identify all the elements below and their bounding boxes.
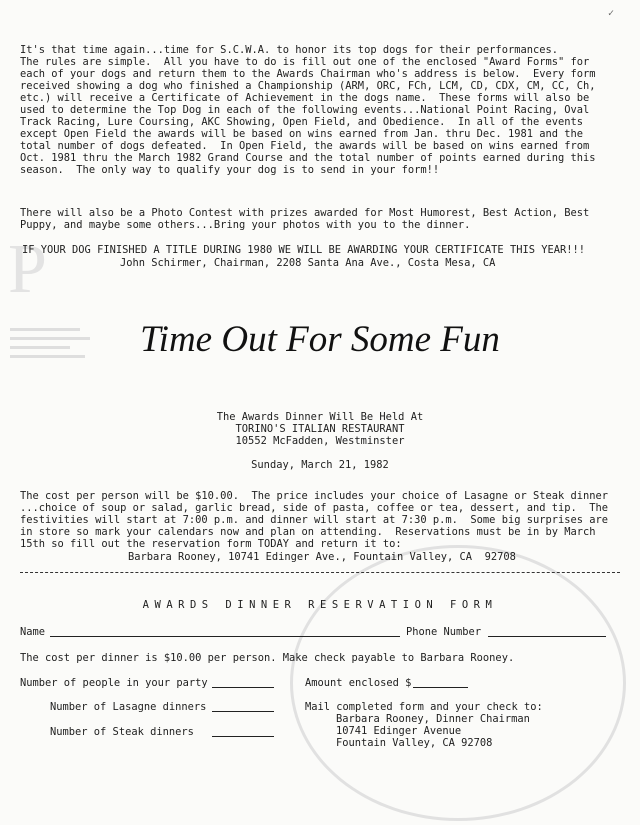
mail-name: Barbara Rooney, Dinner Chairman: [336, 713, 530, 725]
photo-contest-paragraph: There will also be a Photo Contest with prizes awarded for Most Humorest, Best Action, Best Puppy, and maybe some others...Bring your photos with you to the dinner.: [20, 207, 590, 231]
restaurant-name: TORINO'S ITALIAN RESTAURANT: [235, 423, 405, 435]
cost-paragraph: The cost per person will be $10.00. The price includes your choice of Lasagne or Steak dinner ...choice of soup or salad, garlic bread, side of pasta, coffee or tea, dessert, and tip. The festivities will start at 7:00 p.m. and dinner will start at 7:30 p.m. Some big surprises are in store so mark your calendars now and plan on attending. Reservations must be in by March 15th so fill out the reservation form TODAY and return it to:: [20, 490, 609, 550]
name-field[interactable]: [50, 636, 400, 637]
mail-instruction: Mail completed form and your check to:: [305, 701, 543, 713]
phone-label: Phone Number: [406, 626, 482, 638]
phone-field[interactable]: [488, 636, 606, 637]
party-size-field[interactable]: [212, 687, 274, 688]
cut-line: [20, 572, 620, 573]
awards-chairman-line: John Schirmer, Chairman, 2208 Santa Ana Ave., Costa Mesa, CA: [120, 257, 496, 269]
cost-per-dinner-line: The cost per dinner is $10.00 per person. Make check payable to Barbara Rooney.: [20, 652, 515, 664]
check-mark-icon: ✓: [608, 8, 615, 19]
bleed-through-letter: P: [8, 231, 47, 308]
title-notice: IF YOUR DOG FINISHED A TITLE DURING 1980 WE WILL BE AWARDING YOUR CERTIFICATE THIS YEAR!!!: [22, 244, 586, 256]
steak-count-label: Number of Steak dinners: [50, 726, 194, 738]
dinner-location-block: [150, 411, 490, 471]
dinner-date: Sunday, March 21, 1982: [251, 459, 389, 471]
mail-street: 10741 Edinger Avenue: [336, 725, 462, 737]
amount-enclosed-field[interactable]: [413, 687, 468, 688]
intro-paragraph: It's that time again...time for S.C.W.A. to honor its top dogs for their performances. The rules are simple. All you have to do is fill out one of the enclosed "Award Forms" for each of your dogs and return them to the Awards Chairman who's address is below. Every form received showing a dog who finished a Championship (ARM, ORC, FCh, LCM, CD, CDX, CM, CC, Ch, etc.) will receive a Certificate of Achievement in the dogs name. These forms will also be used to determine the Top Dog in each of the following events...National Point Racing, Oval Track Racing, Lure Coursing, AKC Showing, Open Field, and Obedience. In all of the events except Open Field the awards will be based on wins earned from Jan. thru Dec. 1981 and the total number of dogs defeated. In Open Field, the awards will be based on wins earned from Oct. 1981 thru the March 1982 Grand Course and the total number of points earned during this season. The only way to qualify your dog is to send in your form!!: [20, 44, 596, 176]
reservation-form-title: AWARDS DINNER RESERVATION FORM: [142, 599, 498, 611]
lasagne-count-label: Number of Lasagne dinners: [50, 701, 207, 713]
return-address: Barbara Rooney, 10741 Edinger Ave., Fountain Valley, CA 92708: [128, 551, 516, 563]
party-size-label: Number of people in your party: [20, 677, 208, 689]
dinner-intro: The Awards Dinner Will Be Held At: [216, 411, 424, 423]
steak-count-field[interactable]: [212, 736, 274, 737]
amount-enclosed-label: Amount enclosed $: [305, 677, 412, 689]
headline: Time Out For Some Fun: [140, 319, 500, 360]
name-label: Name: [20, 626, 46, 638]
restaurant-address: 10552 McFadden, Westminster: [235, 435, 405, 447]
lasagne-count-field[interactable]: [212, 711, 274, 712]
mail-city: Fountain Valley, CA 92708: [336, 737, 493, 749]
